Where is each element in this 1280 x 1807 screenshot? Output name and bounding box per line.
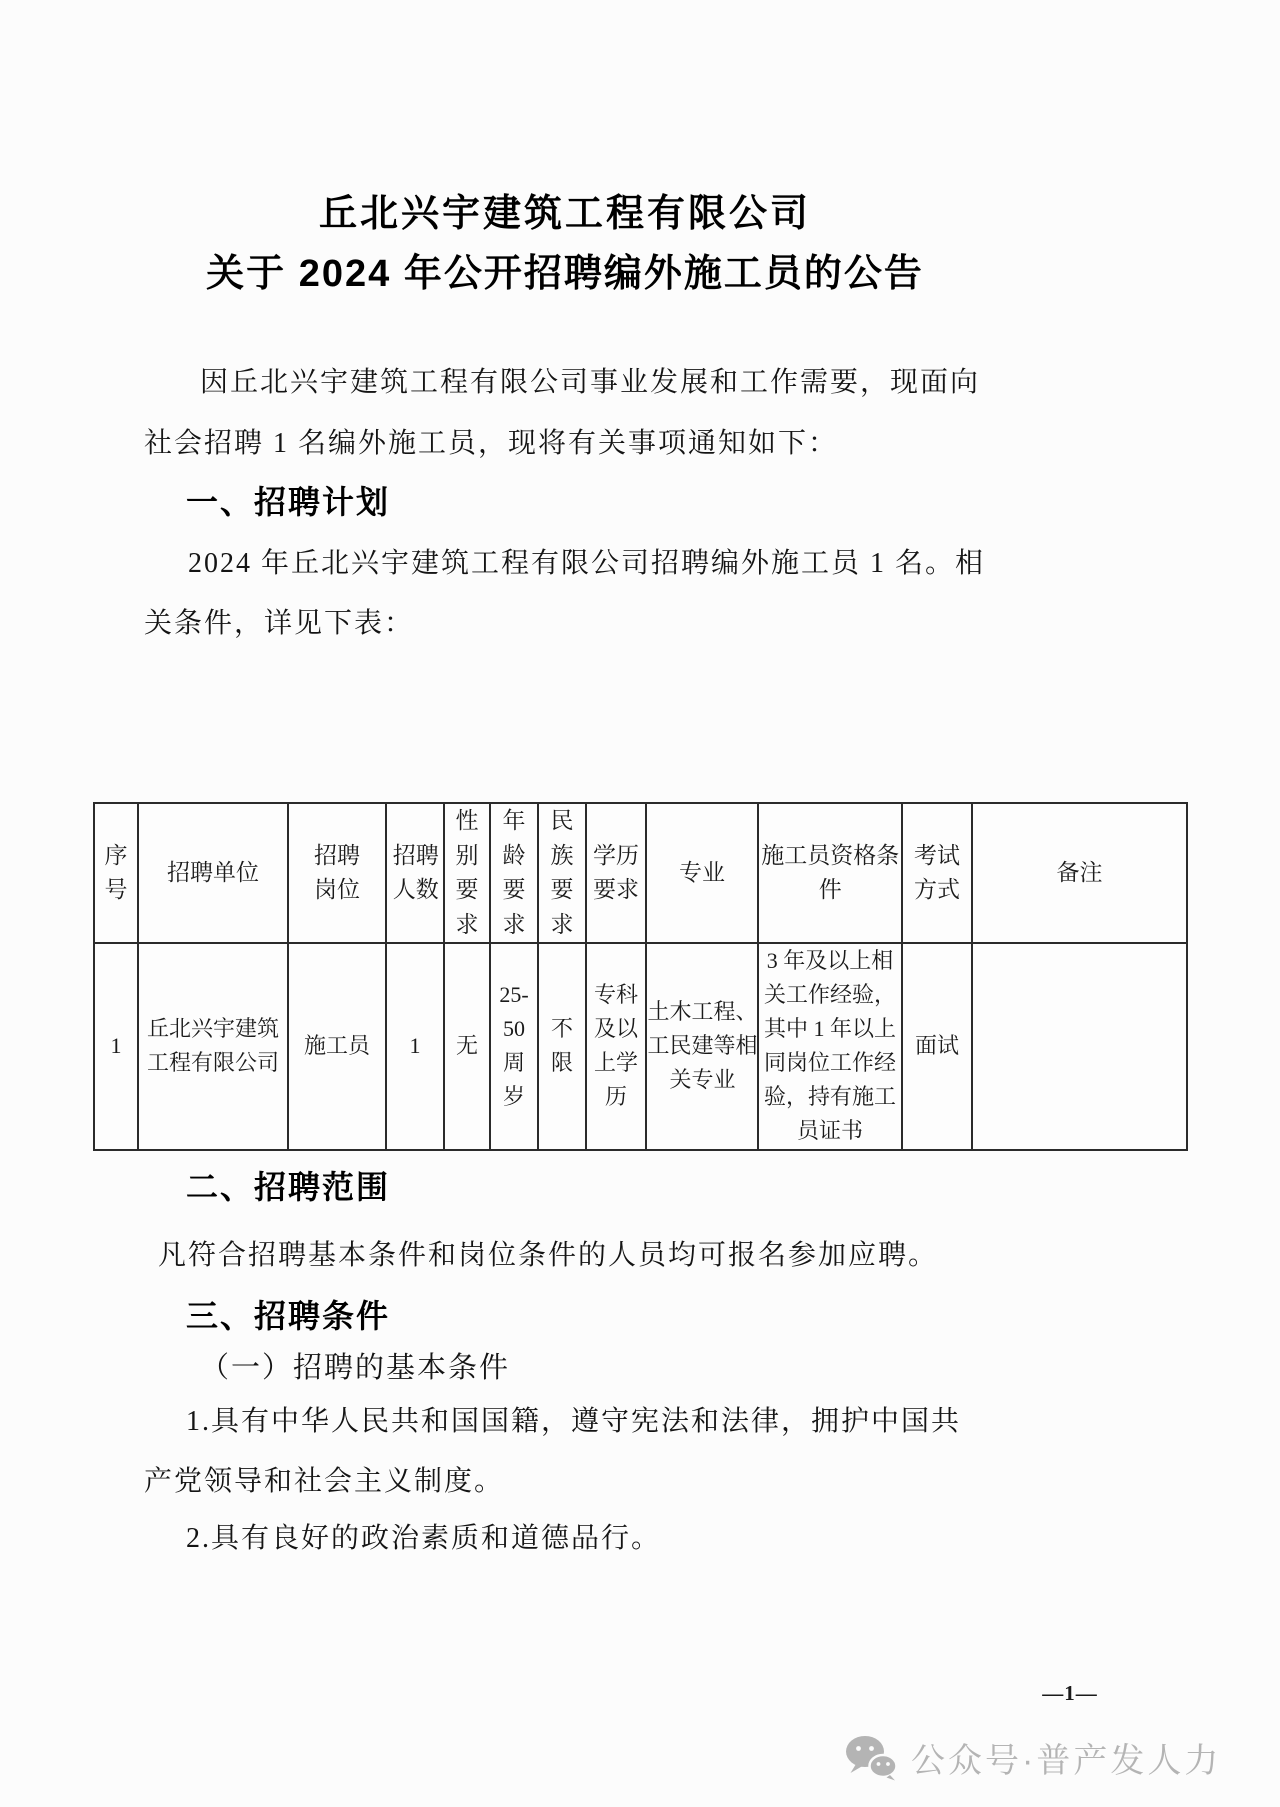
condition-item1-line2: 产党领导和社会主义制度。 xyxy=(144,1466,505,1497)
cell-ethnic: 不限 xyxy=(550,1016,573,1076)
doc-title-line2: 关于 2024 年公开招聘编外施工员的公告 xyxy=(206,253,924,295)
condition-item1-line1: 1.具有中华人民共和国国籍，遵守宪法和法律，拥护中国共 xyxy=(186,1406,962,1437)
cell-unit: 丘北兴宇建筑工程有限公司 xyxy=(146,1016,279,1076)
col-header-unit: 招聘单位 xyxy=(167,859,259,885)
watermark-text: 公众号·普产发人力 xyxy=(911,1742,1222,1780)
section2-heading: 二、招聘范围 xyxy=(186,1169,391,1205)
col-header-qualification: 施工员资格条件 xyxy=(761,842,900,902)
section1-heading: 一、招聘计划 xyxy=(186,484,391,520)
table-row xyxy=(94,943,1187,1150)
cell-qualification: 3 年及以上相关工作经验，其中 1 年以上同岗位工作经验，持有施工员证书 xyxy=(763,948,896,1144)
section3-heading: 三、招聘条件 xyxy=(186,1298,391,1334)
section2-body: 凡符合招聘基本条件和岗位条件的人员均可报名参加应聘。 xyxy=(158,1240,939,1271)
cell-major: 土木工程、工民建等相关专业 xyxy=(647,999,758,1093)
col-header-count: 招聘人数 xyxy=(392,842,439,902)
intro-line-2: 社会招聘 1 名编外施工员，现将有关事项通知如下： xyxy=(144,428,839,459)
table-header-row xyxy=(94,803,1187,943)
col-header-major: 专业 xyxy=(679,859,725,885)
section3-sub-heading: （一）招聘的基本条件 xyxy=(200,1352,511,1384)
col-header-ethnic: 民族要求 xyxy=(550,808,574,937)
cell-gender: 无 xyxy=(455,1033,478,1059)
col-header-post: 招聘岗位 xyxy=(314,842,360,902)
col-header-education: 学历要求 xyxy=(593,842,639,902)
section1-line-1: 2024 年丘北兴宇建筑工程有限公司招聘编外施工员 1 名。相 xyxy=(188,548,986,579)
condition-item2: 2.具有良好的政治素质和道德品行。 xyxy=(186,1523,662,1554)
cell-count: 1 xyxy=(409,1033,421,1059)
doc-title-line1: 丘北兴宇建筑工程有限公司 xyxy=(318,193,811,235)
col-header-remark: 备注 xyxy=(1056,859,1103,885)
wechat-watermark xyxy=(845,1733,1221,1782)
page-number: —1— xyxy=(1042,1681,1098,1705)
wechat-icon xyxy=(845,1735,897,1781)
col-header-exam: 考试方式 xyxy=(914,842,960,902)
col-header-age: 年龄要求 xyxy=(502,808,526,937)
cell-age: 25-50周岁 xyxy=(499,982,529,1110)
col-header-seq: 序号 xyxy=(104,842,128,902)
cell-exam: 面试 xyxy=(914,1033,959,1059)
cell-education: 专科及以上学历 xyxy=(593,982,638,1110)
section1-line-2: 关条件，详见下表： xyxy=(144,608,415,639)
col-header-gender: 性别要求 xyxy=(455,808,479,937)
recruitment-table-container xyxy=(93,802,1188,1151)
cell-post: 施工员 xyxy=(303,1033,370,1059)
intro-line-1: 因丘北兴宇建筑工程有限公司事业发展和工作需要，现面向 xyxy=(200,367,981,398)
recruitment-table xyxy=(93,802,1188,1151)
cell-seq: 1 xyxy=(110,1033,122,1059)
